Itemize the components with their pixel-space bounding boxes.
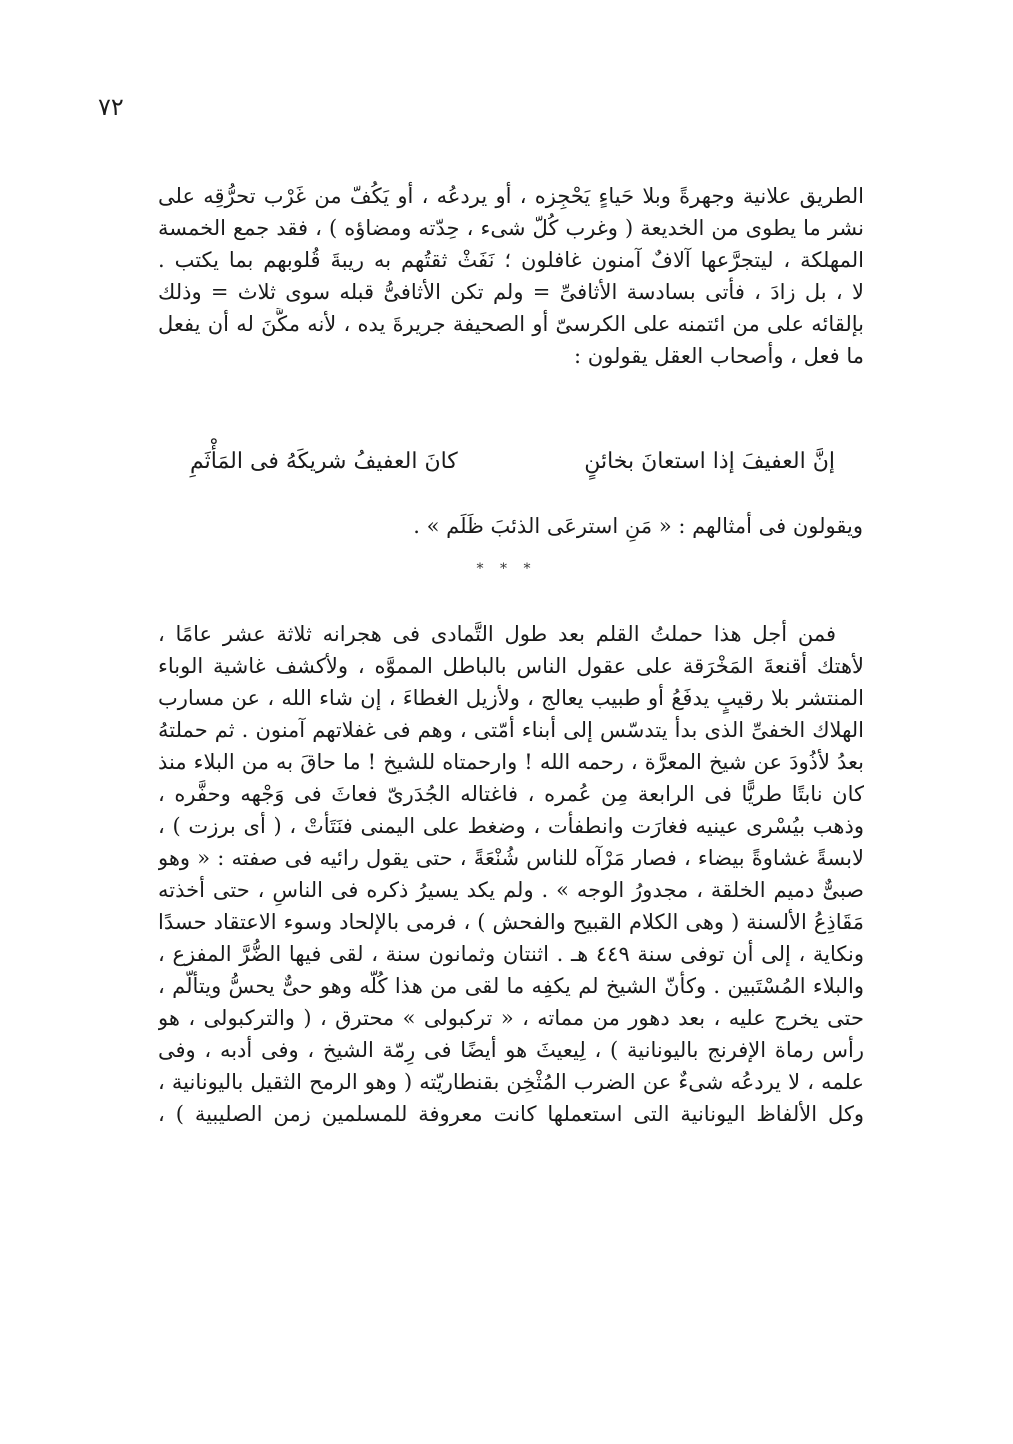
text-line: علمه ، لا يردعُه شىءٌ عن الضرب المُثْخِن بقنطاريّته ( وهو الرمح الثقيل باليونانية ، — [158, 1070, 864, 1094]
text-line: فمن أجل هذا حملتُ القلم بعد طول التَّمادى فى هجرانه ثلاثة عشر عامًا ، — [158, 622, 836, 646]
paragraph-1 — [158, 180, 864, 372]
text-line: الهلاك الخفىِّ الذى بدأ يتدسّس إلى أبناء أمّتى ، وهم فى غفلاتهم آمنون . ثم حملتهُ — [158, 718, 864, 742]
text-line: الطريق علانية وجهرةً وبلا حَياءٍ يَحْجِزه ، أو يردعُه ، أو يَكُفّ من غَرْب تحرُّقِه على — [158, 184, 864, 208]
poetry-verse — [190, 442, 835, 482]
paragraph-2 — [158, 618, 864, 1130]
text-line: ما فعل ، وأصحاب العقل يقولون : — [573, 344, 864, 368]
text-line: وذهب بيُسْرى عينيه فغارَت وانطفأت ، وضغط على اليمنى فنَتَأَتْ ، ( أى برزت ) ، — [158, 814, 864, 838]
text-line: رأس رماة الإفرنج باليونانية ) ، لِيعيثَ هو أيضًا فى رِمّة الشيخ ، وفى أدبه ، وفى — [158, 1038, 864, 1062]
text-line: حتى يخرج عليه ، بعد دهور من مماته ، « تركبولى » محترق ، ( والتركبولى ، هو — [158, 1006, 864, 1030]
verse-first-hemistich: إنَّ العفيفَ إذا استعانَ بخائنٍ — [584, 449, 835, 474]
text-line: لابسةً غشاوةً بيضاء ، فصار مَرْآه للناس شُنْعَةً ، حتى يقول رائيه فى صفته : « وهو — [158, 846, 864, 870]
verse-second-hemistich: كانَ العفيفُ شريكَهُ فى المَأْثَمِ — [190, 449, 458, 474]
text-line: كان نابتًا طريًّا فى الرابعة مِن عُمره ، فاغتاله الجُدَرىّ فعاثَ فى وَجْهه وحفَّره ، — [158, 782, 864, 806]
proverb-line: ويقولون فى أمثالهم : « مَنِ استرعَى الذئبَ ظَلَم » . — [413, 514, 863, 538]
text-line: نشر ما يطوى من الخديعة ( وغرب كُلّ شىء ، حِدّته ومضاؤه ) ، فقد جمع الخمسة — [158, 216, 864, 240]
page-number: ٧٢ — [98, 93, 124, 121]
text-line: مَقَاذِعُ الألسنة ( وهى الكلام القبيح والفحش ) ، فرمى بالإلحاد وسوء الاعتقاد حسدًا — [158, 910, 864, 934]
text-line: لا ، بل زادَ ، فأتى بسادسة الأثافىِّ = ولم تكن الأثافىُّ قبله سوى ثلاث = وذلك — [158, 280, 864, 304]
text-line: بإلقائه على من ائتمنه على الكرسىّ أو الصحيفة جريرةَ يده ، لأنه مكَّنَ له أن يفعل — [158, 312, 864, 336]
text-line: بعدُ لأذُودَ عن شيخ المعرَّة ، رحمه الله ! وارحمتاه للشيخ ! ما حاقَ به من البلاء منذ — [158, 750, 864, 774]
text-line: المهلكة ، ليتجرَّعها آلافٌ آمنون غافلون ؛ نَفَثْ ثقتُهم به ريبةَ قُلوبهم بما يكتب . — [158, 248, 864, 272]
section-separator: * * * — [476, 561, 537, 577]
text-line: المنتشر بلا رقيبٍ يدفَعُ أو طبيب يعالج ، ولأزيل الغطاءَ ، إن شاء الله ، عن مسارب — [158, 686, 864, 710]
text-line: ونكاية ، إلى أن توفى سنة ٤٤٩ هـ . اثنتان وثمانون سنة ، لقى فيها الضُّرَّ المفزع ، — [158, 942, 864, 966]
text-line: صبىٌّ دميم الخلقة ، مجدورُ الوجه » . ولم يكد يسيرُ ذكره فى الناسِ ، حتى أخذته — [158, 878, 864, 902]
text-line: لأهتك أقنعةَ المَخْرَقة على عقول الناس بالباطل المموَّه ، ولأكشف غاشية الوباء — [158, 654, 864, 678]
text-line: وكل الألفاظ اليونانية التى استعملها كانت معروفة للمسلمين زمن الصليبية ) ، — [158, 1102, 864, 1126]
text-line: والبلاء المُسْتَبين . وكأنّ الشيخ لم يكفِه ما لقى من هذا كُلّه وهو حىٌّ يحسُّ ويتألّم ، — [158, 974, 864, 998]
